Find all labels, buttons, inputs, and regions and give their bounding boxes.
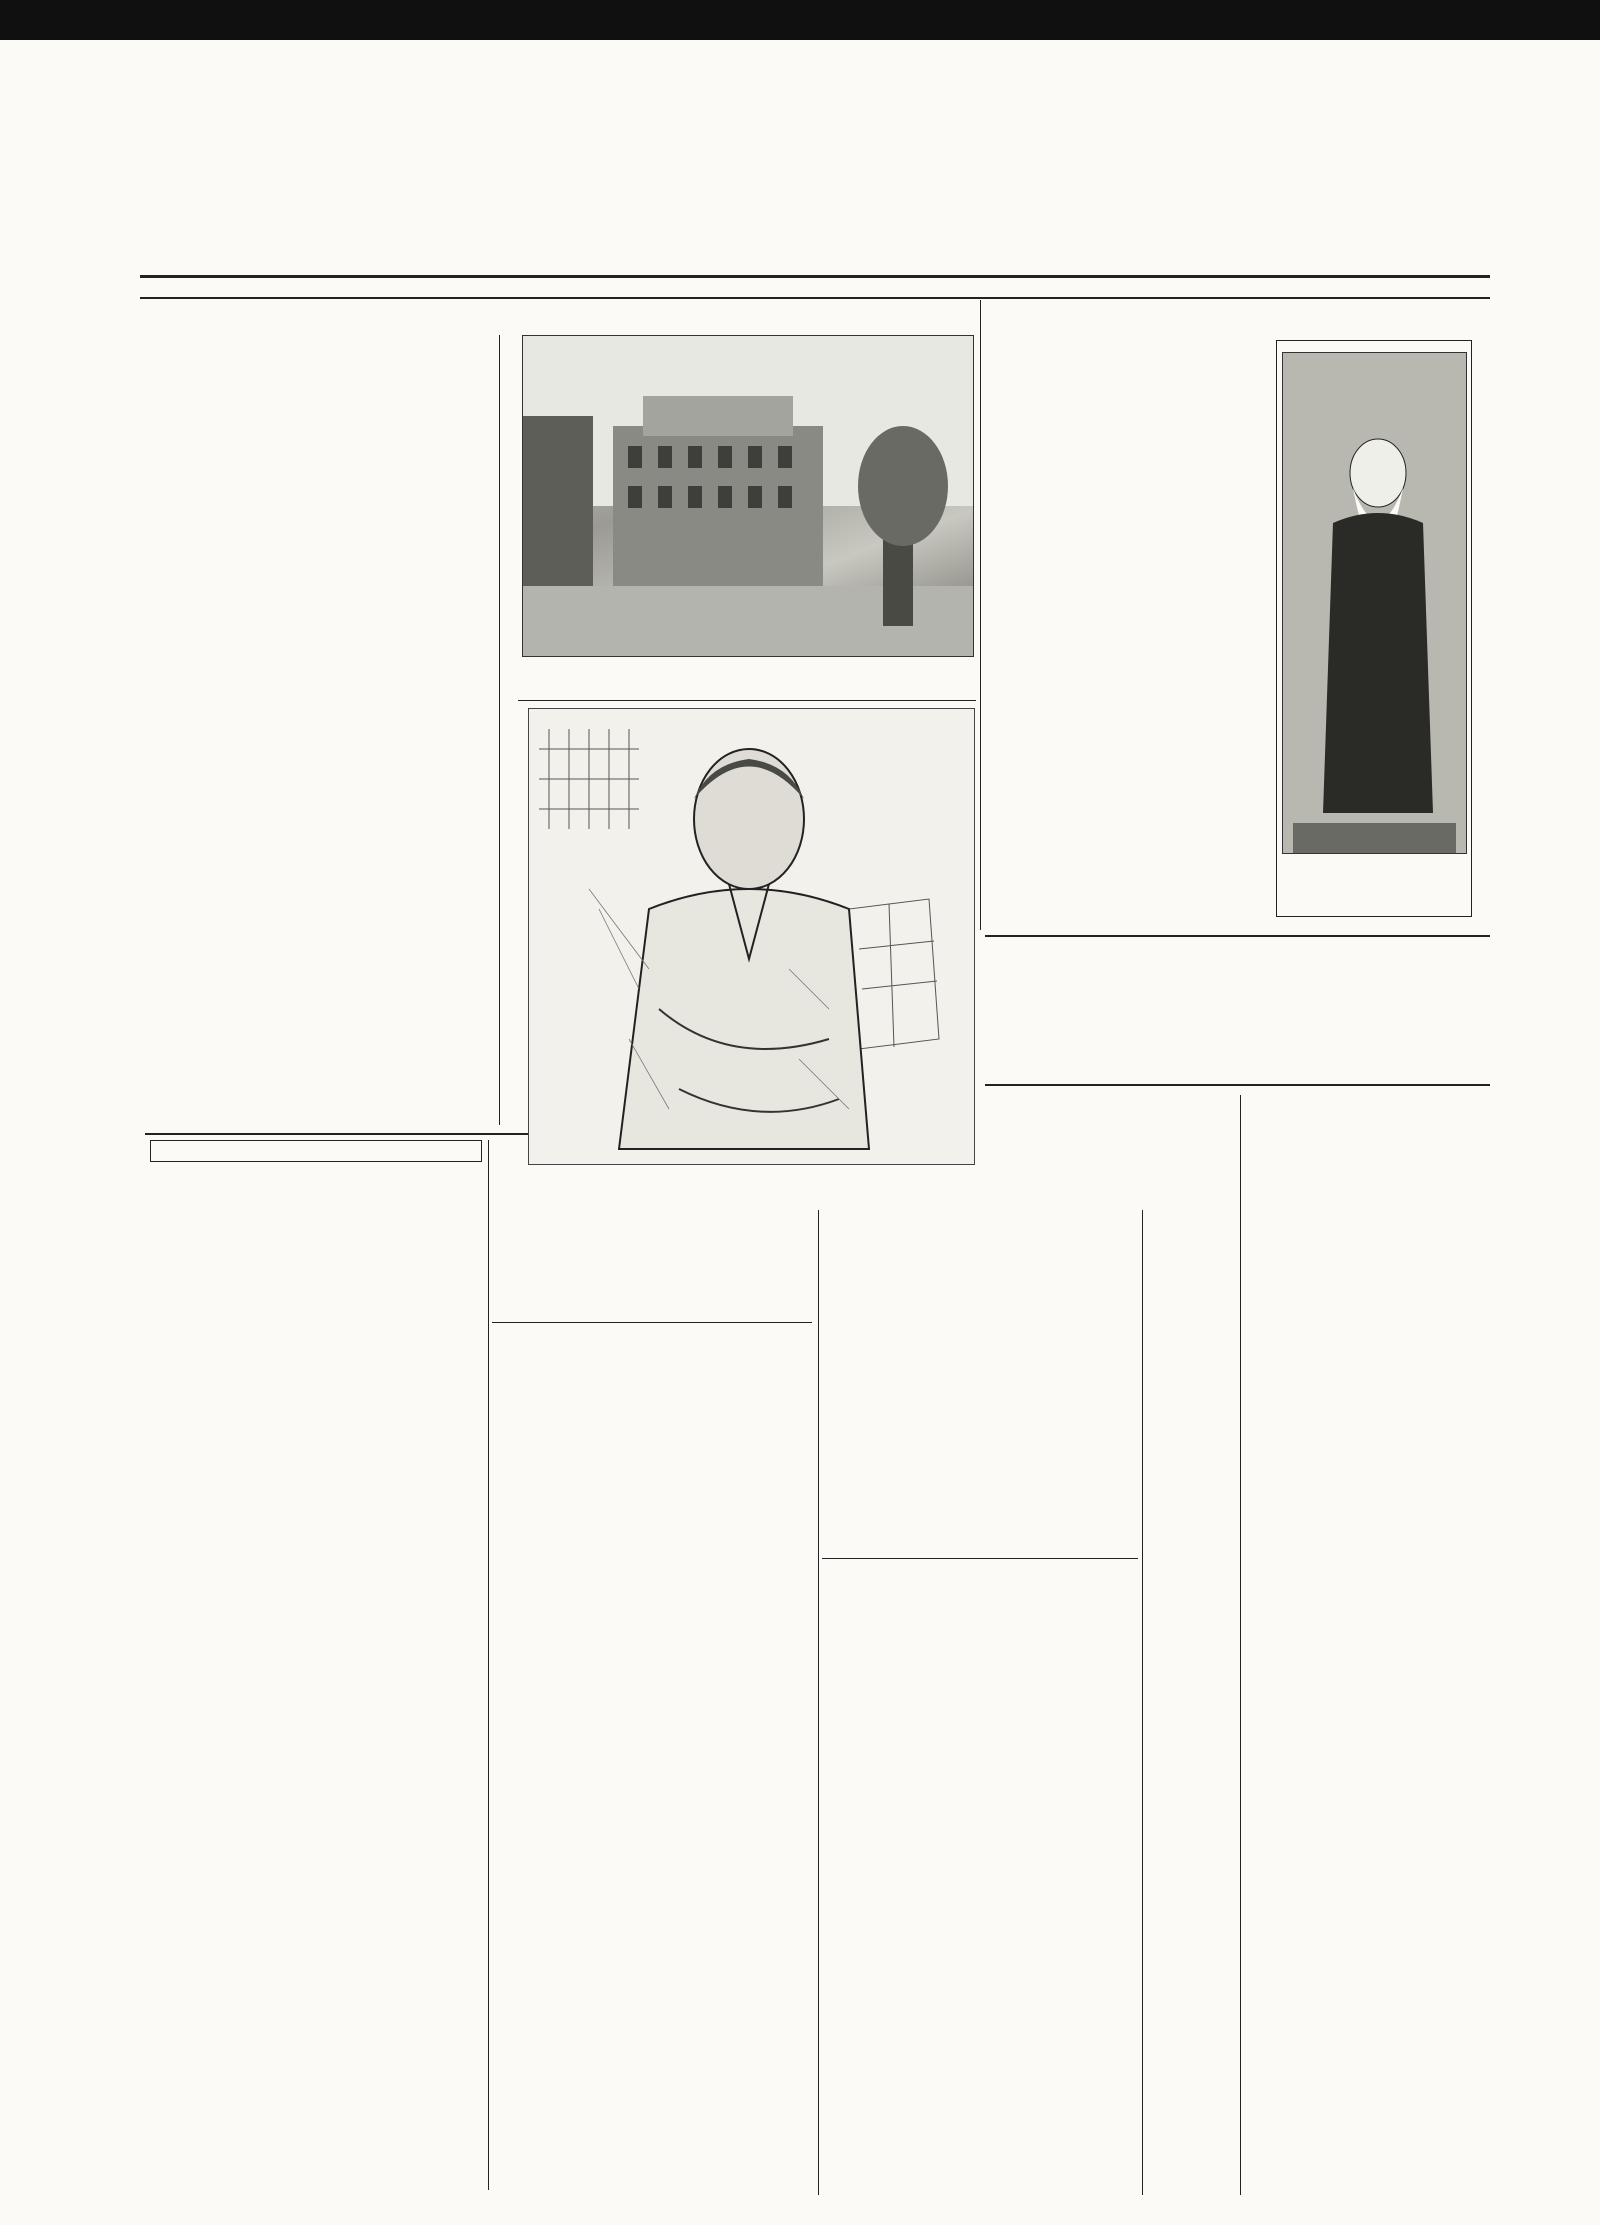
big-story-body-right <box>1248 1100 1478 1315</box>
leave-body <box>988 804 1266 854</box>
education-body-continued <box>824 1210 1136 1530</box>
history-top-rule <box>822 1558 1138 1559</box>
big-story-column-divider <box>1240 1095 1241 2195</box>
column-tag-box <box>150 1140 482 1162</box>
promotions-body <box>988 884 1266 932</box>
racehorse-note <box>988 310 1266 410</box>
info-strip <box>140 279 1490 297</box>
building-photo-caption <box>522 660 972 692</box>
building-illustration <box>523 336 973 656</box>
lead-column-1 <box>148 388 493 1128</box>
big-story-body-right-2 <box>1248 1342 1478 1752</box>
races-column-divider <box>1142 1210 1143 2195</box>
strip-top-rule <box>140 275 1490 278</box>
education-body <box>496 1460 810 2190</box>
strip-bottom-rule <box>140 297 1490 299</box>
big-story-top-rule <box>985 935 1490 937</box>
column-body-1 <box>148 1210 483 2190</box>
portrait-illustration <box>529 709 974 1164</box>
portrait-drawing <box>528 708 975 1165</box>
top-edge-band <box>0 0 1600 40</box>
pasic-frame <box>1276 340 1472 917</box>
big-story-headline-rule <box>985 1084 1490 1086</box>
column-divider <box>488 1140 489 2190</box>
building-photo <box>522 335 974 657</box>
education-top-rule <box>492 1322 812 1323</box>
column-body-2 <box>494 1140 812 1300</box>
lead-column-divider <box>499 335 500 1125</box>
meeting-body <box>988 480 1266 780</box>
lower-middle-divider <box>818 1210 819 2195</box>
history-body <box>824 1588 1136 2188</box>
center-divider <box>518 700 976 701</box>
big-story-body-right-3 <box>1248 1782 1478 2182</box>
right-column-divider <box>980 300 981 930</box>
